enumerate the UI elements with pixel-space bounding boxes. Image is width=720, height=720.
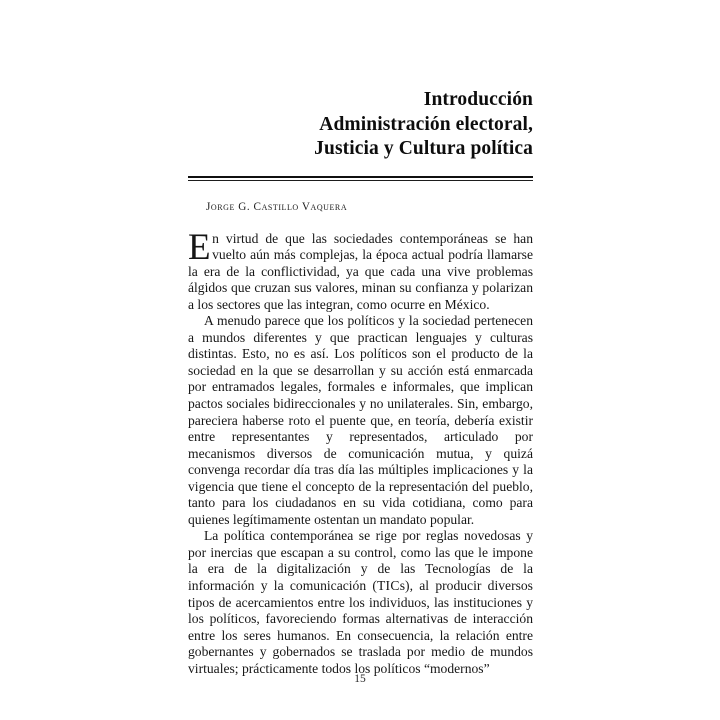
title-line-2: Administración electoral, xyxy=(319,113,533,135)
author-byline: Jorge G. Castillo Vaquera xyxy=(206,200,348,213)
title-divider-rule xyxy=(188,176,533,181)
paragraph-3 xyxy=(188,528,533,677)
paragraph-3-segment-b: s), al producir diversos tipos de acercamientos entre los individuos, las instituciones y los políticos, favoreciendo formas alternativas de interacción entre los seres humanos. En consecuencia, la relación entre gobernantes y gobernados se traslada por medio de mundos virtuales; prácticamente todos los políticos “modernos” xyxy=(188,577,533,676)
divider-thick-line xyxy=(188,176,533,178)
paragraph-1: En virtud de que las sociedades contemporáneas se han vuelto aún más complejas, la época actual podría llamarse la era de la conflictividad, ya que cada una vive problemas álgidos que cruzan sus valores, minan su confianza y polarizan a los sectores que las integran, como ocurre en México. xyxy=(188,226,533,312)
page-title xyxy=(188,0,533,162)
page-content-column xyxy=(188,0,533,677)
paragraph-2: A menudo parece que los políticos y la sociedad pertenecen a mundos diferentes y que practican lenguajes y culturas distintas. Esto, no es así. Los políticos son el producto de la sociedad en la que se desarrollan y su acción está enmarcada por entramados legales, formales e informales, que implican pactos sociales bidireccionales y no unilaterales. Sin, embargo, pareciera haberse roto el puente que, en teoría, debería existir entre representantes y representados, articulado por mecanismos diversos de comunicación mutua, y quizá convenga recordar día tras día las múltiples implicaciones y la vigencia que tiene el concepto de la representación del pueblo, tanto para los ciudadanos en su vida cotidiana, como para quienes legítimamente ostentan un mandato popular. xyxy=(188,313,533,527)
divider-thin-line xyxy=(188,180,533,181)
paragraph-3-segment-a: La política contemporánea se rige por reglas novedosas y por inercias que escapan a su control, como las que le impone la era de la digitalización y de las Tecnologías de la información y la comunicación ( xyxy=(188,528,533,593)
title-line-1: Introducción xyxy=(423,89,533,110)
title-line-3: Justicia y Cultura política xyxy=(314,138,533,159)
acronym-tic: TIC xyxy=(376,577,400,593)
body-text xyxy=(188,226,533,678)
page-folio-number: 15 xyxy=(354,673,366,685)
